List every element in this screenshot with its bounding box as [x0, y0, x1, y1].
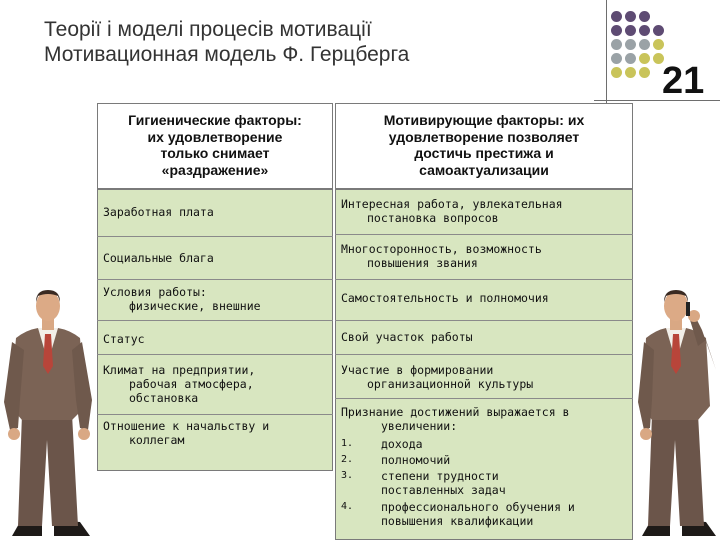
motivator-factor-text: Свой участок работы: [341, 330, 473, 344]
hygiene-factor-text: Условия работы:: [103, 285, 207, 299]
hygiene-header: [97, 103, 333, 189]
decor-dot: [639, 39, 650, 50]
row-divider: [335, 398, 633, 399]
recognition-item-number: 1.: [341, 438, 354, 449]
motivator-factor: [341, 363, 533, 391]
decor-dot: [625, 11, 636, 22]
recognition-item-text: полномочий: [381, 453, 451, 467]
motivator-factor-text: Интересная работа, увлекательная: [341, 197, 563, 211]
hygiene-factor-text: Отношение к начальству и: [103, 419, 270, 433]
hygiene-factor-text: рабочая атмосфера,: [129, 377, 254, 391]
decor-dot: [653, 25, 664, 36]
hygiene-factor-text: Социальные блага: [103, 251, 214, 265]
decor-vertical-line: [606, 0, 607, 120]
decor-dot: [625, 53, 636, 64]
recognition-item: [381, 453, 450, 467]
recognition-item-text: повышения квалификации: [381, 514, 534, 528]
recognition-item-number: 4.: [341, 501, 354, 512]
decor-dot: [625, 39, 636, 50]
motivator-factor-text: постановка вопросов: [367, 211, 499, 225]
hygiene-factor: [103, 363, 255, 405]
motivator-factor: [341, 197, 563, 225]
decor-dot: [611, 39, 622, 50]
recognition-subtitle: увеличении:: [381, 419, 458, 433]
hygiene-factor: [103, 285, 261, 313]
businessman-left-figure: [2, 290, 96, 540]
hygiene_header-line: их удовлетворение: [147, 128, 283, 145]
businessman-phone-figure: [636, 290, 720, 540]
hygiene-factor: [103, 205, 214, 219]
recognition-item-number: 2.: [341, 454, 354, 465]
recognition-item-text: профессионального обучения и: [381, 500, 575, 514]
title-line-2: Мотивационная модель Ф. Герцберга: [44, 43, 410, 66]
row-divider: [97, 236, 333, 237]
recognition-title: Признание достижений выражается в: [341, 405, 570, 419]
slide-number: 21: [662, 60, 705, 102]
motivator-factor: [341, 291, 549, 305]
motivator-factor: [341, 330, 473, 344]
decor-dot: [653, 39, 664, 50]
row-divider: [97, 320, 333, 321]
row-divider: [335, 354, 633, 355]
recognition-item: [381, 437, 423, 451]
hygiene-factor-text: коллегам: [129, 433, 185, 447]
hygiene-factor: [103, 251, 214, 265]
motivator_header-line: достичь престижа и: [414, 145, 554, 161]
slide-title: [44, 17, 604, 67]
row-divider: [97, 414, 333, 415]
hygiene-factor-text: Статус: [103, 332, 145, 346]
recognition-item: [381, 500, 575, 528]
decor-dot: [611, 53, 622, 64]
motivator_header-line: самоактуализации: [419, 161, 549, 178]
recognition-item: [381, 469, 506, 497]
decor-dot: [611, 11, 622, 22]
decor-dot: [639, 53, 650, 64]
decor-dot: [639, 11, 650, 22]
title-line-1: Теорії і моделі процесів мотивації: [44, 18, 372, 41]
row-divider: [97, 279, 333, 280]
recognition-item-number: 3.: [341, 470, 354, 481]
row-divider: [335, 279, 633, 280]
motivator_header-line: Мотивирующие факторы: их: [383, 112, 585, 128]
hygiene_header-line: только снимает: [160, 145, 270, 161]
hygiene-factor-text: Климат на предприятии,: [103, 363, 256, 377]
decor-dot: [639, 67, 650, 78]
hygiene-factor-text: обстановка: [129, 391, 199, 405]
row-divider: [335, 320, 633, 321]
hygiene-factor: [103, 419, 269, 447]
recognition-item-text: дохода: [381, 437, 423, 451]
motivator-factor: [341, 242, 542, 270]
decor-dot: [611, 67, 622, 78]
motivator_header-line: удовлетворение позволяет: [388, 128, 580, 145]
row-divider: [97, 354, 333, 355]
row-divider: [335, 234, 633, 235]
hygiene-factor-text: Заработная плата: [103, 205, 214, 219]
motivator-factor-text: организационной культуры: [367, 377, 534, 391]
decor-dot: [625, 67, 636, 78]
motivator-factor-text: Самостоятельность и полномочия: [341, 291, 549, 305]
hygiene_header-line: Гигиенические факторы:: [128, 112, 302, 128]
hygiene_header-line: «раздражение»: [161, 161, 269, 178]
hygiene-factor: [103, 332, 145, 346]
recognition-item-text: степени трудности: [381, 469, 499, 483]
decor-dot: [625, 25, 636, 36]
decor-dot: [611, 25, 622, 36]
motivator-header: [335, 103, 633, 189]
recognition-block: [341, 405, 569, 433]
motivator-factor-text: Участие в формировании: [341, 363, 494, 377]
recognition-item-text: поставленных задач: [381, 483, 506, 497]
motivator-factor-text: повышения звания: [367, 256, 478, 270]
decor-dot: [639, 25, 650, 36]
motivator-factor-text: Многосторонность, возможность: [341, 242, 542, 256]
hygiene-factor-text: физические, внешние: [129, 299, 261, 313]
